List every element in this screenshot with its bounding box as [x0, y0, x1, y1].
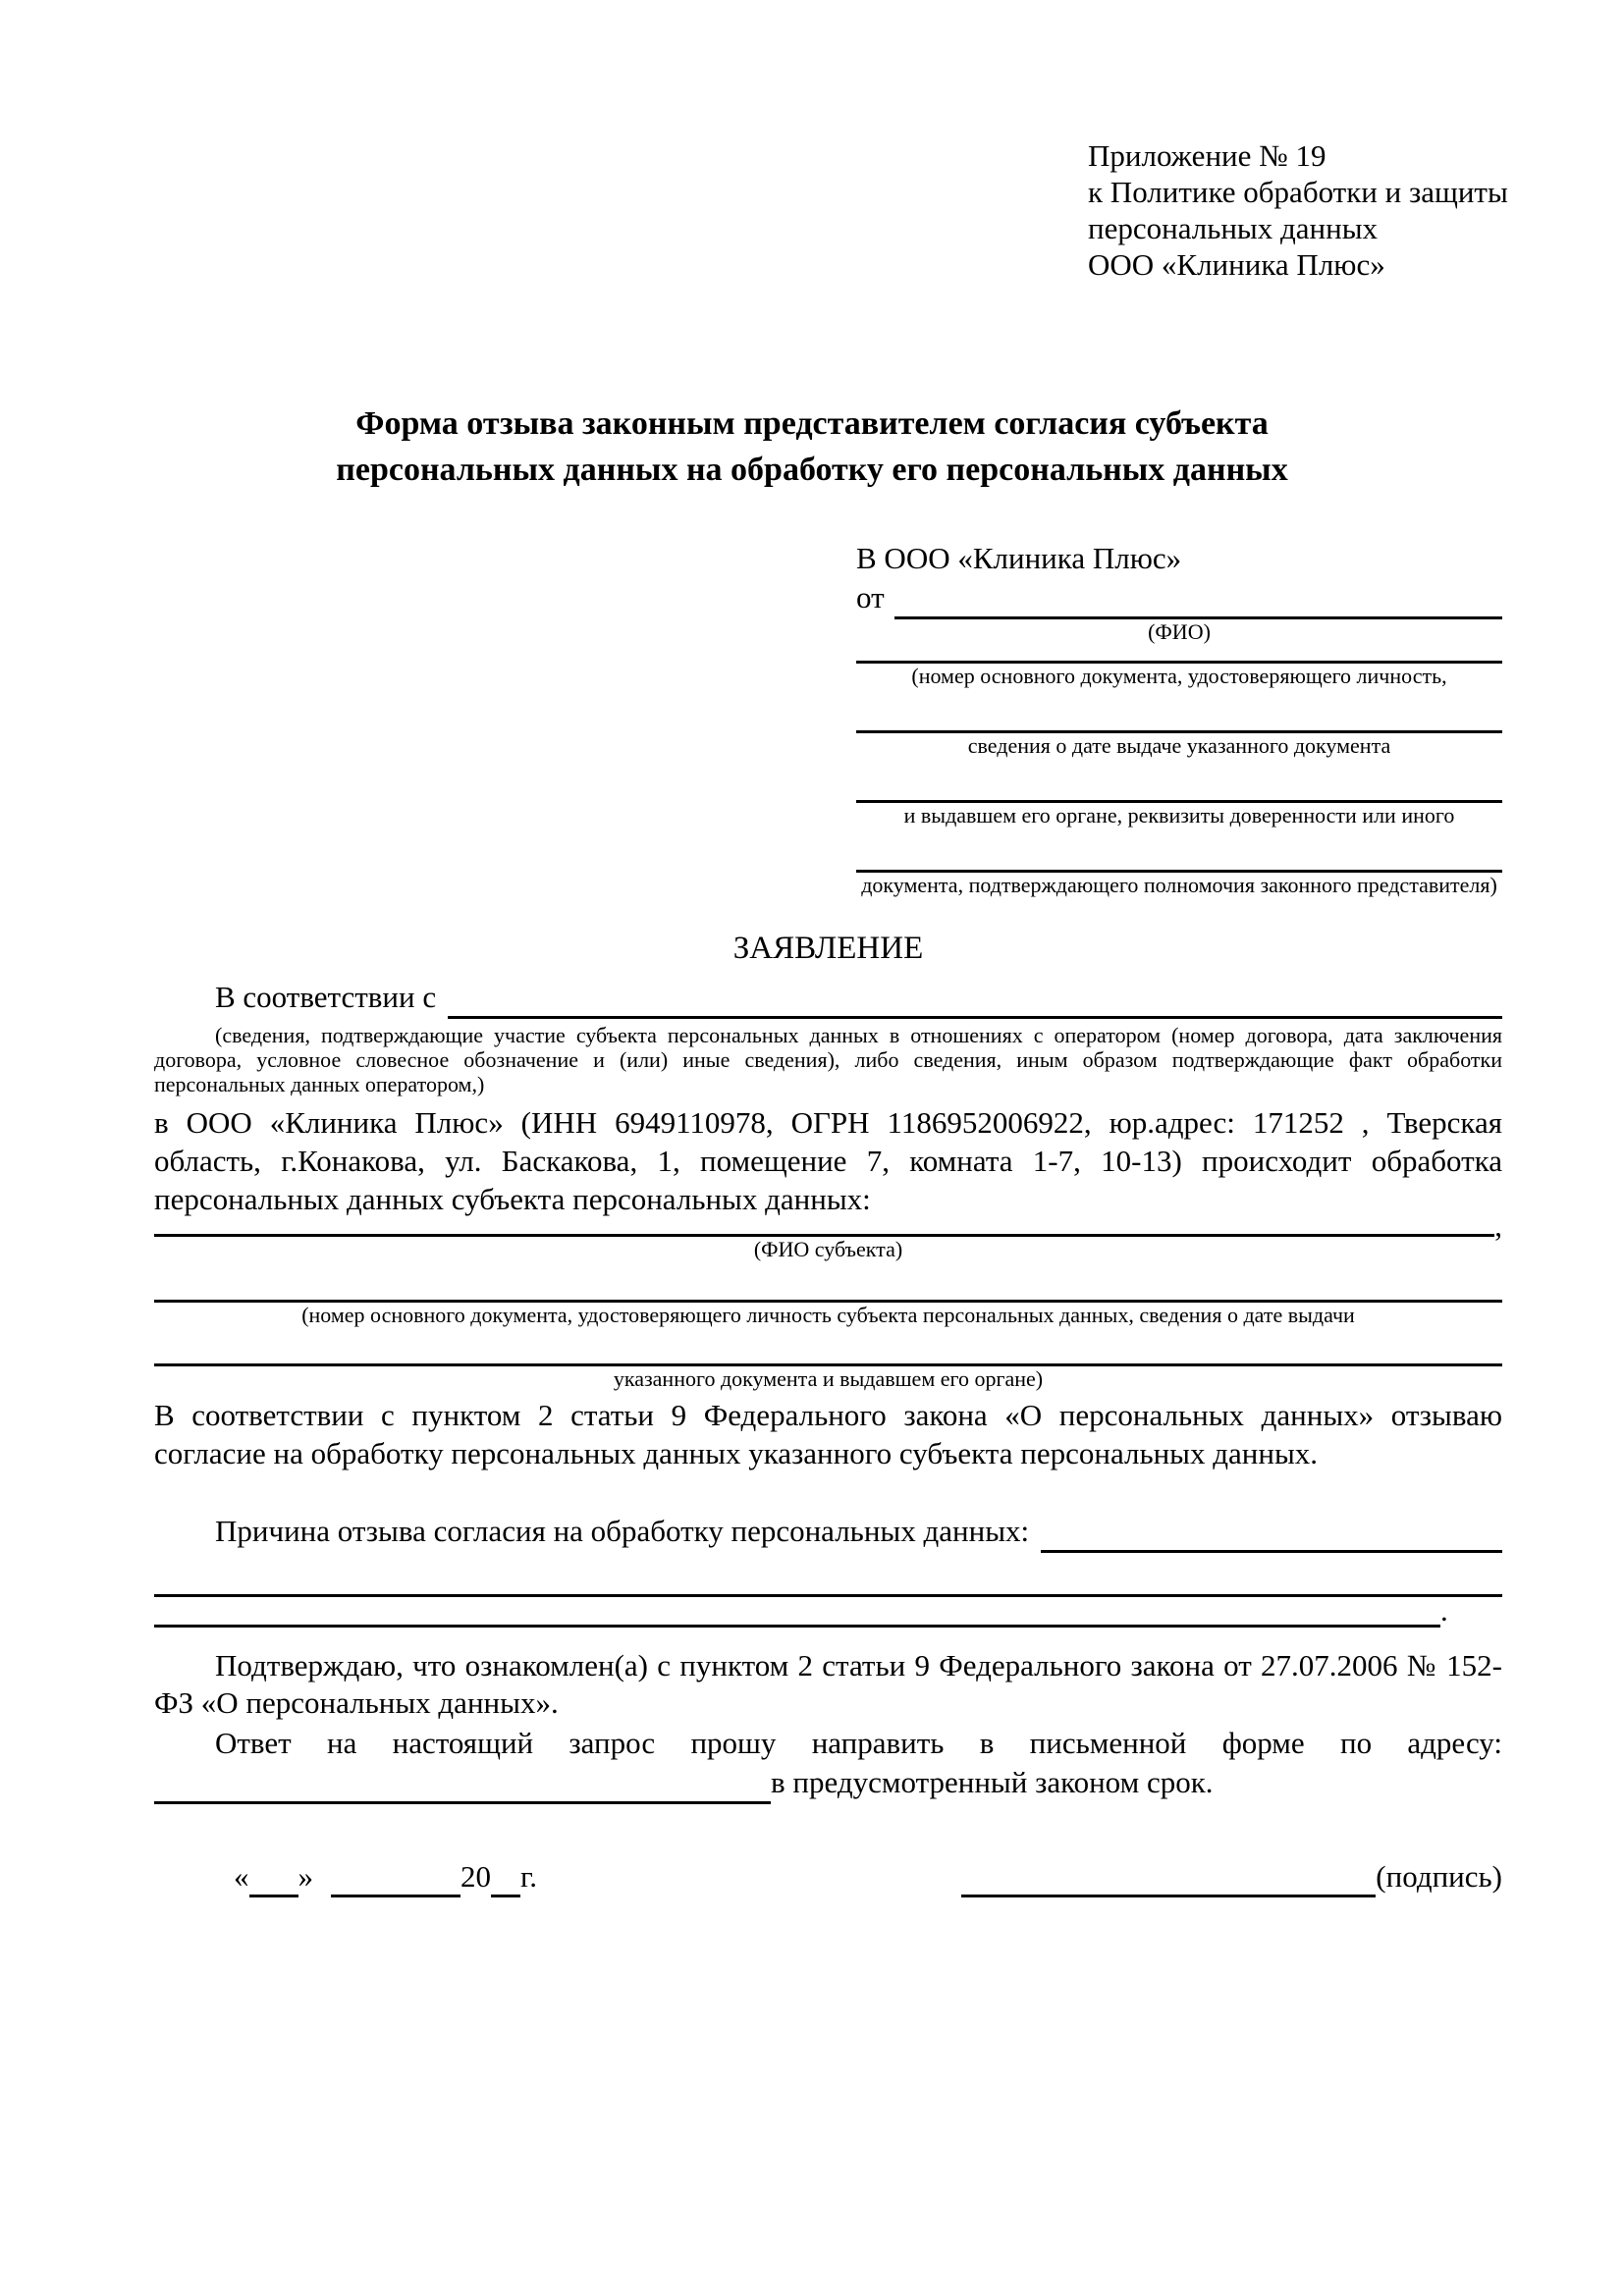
date-day-blank-line: [249, 1858, 298, 1897]
doc-caption-4: документа, подтверждающего полномочия законного представителя): [861, 873, 1497, 897]
date-open-quote: «: [234, 1859, 249, 1894]
reason-blank-line-2: [154, 1561, 1502, 1597]
reason-row: [154, 1512, 1502, 1553]
doc-caption-2: сведения о дате выдаче указанного документа: [967, 733, 1391, 758]
paragraph-indent: [154, 978, 215, 1019]
title-line-1: Форма отзыва законным представителем согласия субъекта: [355, 405, 1269, 442]
paragraph-indent: [154, 1512, 215, 1553]
date-year-blank-line: [491, 1858, 520, 1897]
confirm-paragraph: Подтверждаю, что ознакомлен(а) с пунктом 2 статьи 9 Федерального закона от 27.07.2006 № 152-ФЗ «О персональных данных».: [154, 1648, 1502, 1720]
reply-address-row: [154, 1763, 1502, 1804]
reply-tail: в предусмотренный законом срок.: [771, 1765, 1214, 1799]
signature-field: [961, 1858, 1502, 1897]
signature-caption: (подпись): [1376, 1859, 1502, 1894]
reason-blank-line-1: [1041, 1512, 1502, 1553]
subject-doc-blank-line-2: [154, 1328, 1502, 1366]
appendix-line-4: ООО «Клиника Плюс»: [1088, 247, 1385, 282]
statement-body: [154, 0, 1502, 2296]
addressee-organization: В ООО «Клиника Плюс»: [856, 541, 1182, 575]
date-field: [234, 1858, 537, 1897]
date-close-quote: »: [298, 1859, 313, 1894]
reason-blank-line-3: [154, 1594, 1502, 1628]
statement-heading: ЗАЯВЛЕНИЕ: [732, 931, 924, 966]
withdraw-paragraph: В соответствии с пунктом 2 статьи 9 Федерального закона «О персональных данных» отзываю согласие на обработку персональных данных указанного субъекта персональных данных.: [154, 1398, 1502, 1470]
doc-caption-3: и выдавшем его органе, реквизиты доверенности или иного: [903, 803, 1455, 828]
accordance-blank-line: [448, 978, 1502, 1019]
address-blank-line: [154, 1763, 771, 1804]
subject-fio-row: [154, 1208, 1502, 1243]
date-year-prefix: 20: [460, 1859, 491, 1894]
doc-caption-1: (номер основного документа, удостоверяющего личность,: [911, 664, 1447, 688]
reply-block: [154, 1724, 1502, 1804]
period-suffix: .: [1440, 1593, 1448, 1628]
reason-blank-line-3-rule: [154, 1594, 1440, 1628]
footer-row: [154, 1858, 1502, 1907]
subject-fio-caption: (ФИО субъекта): [753, 1237, 903, 1261]
appendix-line-2: к Политике обработки и защиты: [1088, 175, 1508, 209]
operator-paragraph: в ООО «Клиника Плюс» (ИНН 6949110978, ОГРН 1186952006922, юр.адрес: 171252 , Тверская область, г.Конакова, ул. Баскакова, 1, помещение 7, комната 1-7, 10-13) происходит обработка персональных данных субъекта персональных данных:: [154, 1105, 1502, 1216]
date-month-blank-line: [331, 1858, 460, 1897]
subject-block: [154, 1208, 1502, 1392]
subject-doc-caption-2: указанного документа и выдавшем его органе): [613, 1366, 1044, 1391]
from-label: от: [856, 580, 885, 614]
subject-doc-blank-line-1: [154, 1262, 1502, 1303]
subject-fio-blank-line: [154, 1215, 1494, 1237]
comma-suffix: ,: [1494, 1208, 1502, 1243]
signature-blank-line: [961, 1858, 1376, 1897]
title-line-2: персональных данных на обработку его персональных данных: [336, 452, 1288, 488]
subject-doc-caption-1: (номер основного документа, удостоверяющего личность субъекта персональных данных, сведения о дате выдачи: [301, 1303, 1355, 1327]
reason-lead: Причина отзыва согласия на обработку персональных данных:: [215, 1514, 1030, 1548]
appendix-line-3: персональных данных: [1088, 211, 1379, 245]
footnote-text: (сведения, подтверждающие участие субъекта персональных данных в отношениях с оператором (номер договора, дата заключения договора, условное словесное обозначение и (или) иные сведения), либо сведения, иным образом подтверждающие факт обработки персональных данных оператором,): [154, 1023, 1502, 1096]
appendix-line-1: Приложение № 19: [1088, 138, 1326, 173]
accordance-row: [154, 978, 1502, 1019]
fio-caption: (ФИО): [1148, 619, 1211, 644]
accordance-lead: В соответствии с: [215, 980, 437, 1014]
date-year-suffix: г.: [520, 1859, 537, 1894]
reply-lead: Ответ на настоящий запрос прошу направить в письменной форме по адресу:: [215, 1726, 1502, 1760]
